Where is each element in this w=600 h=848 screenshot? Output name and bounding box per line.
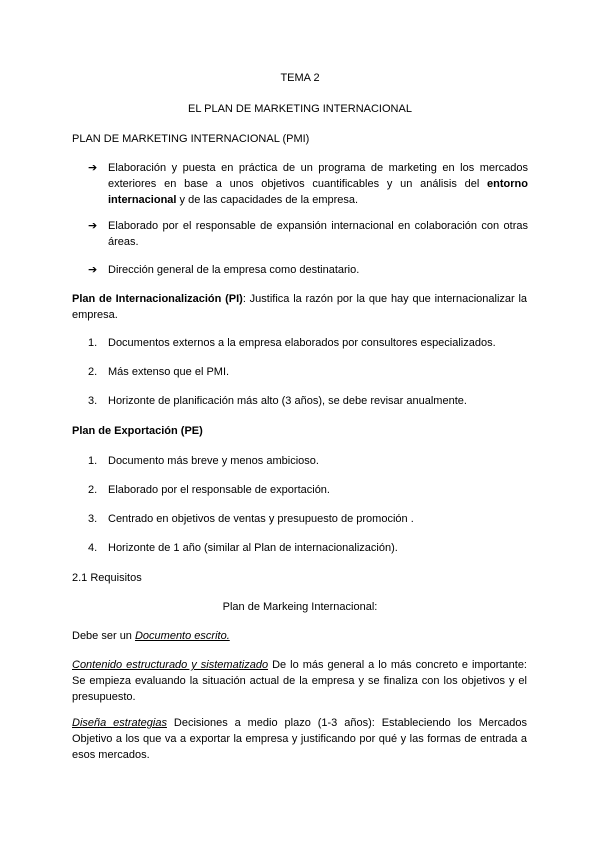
arrow-bullet-icon: ➔	[88, 264, 98, 276]
estrategias-paragraph: Diseña estrategias Decisiones a medio plazo (1-3 años): Estableciendo los Mercados Objetivo a los que va a exportar la empresa y justificando por qué y las formas de entrada a esos mercados.	[72, 717, 527, 761]
pi-item-3: 3. Horizonte de planificación más alto (3 años), se debe revisar anualmente.	[88, 395, 467, 407]
document-title: EL PLAN DE MARKETING INTERNACIONAL	[188, 103, 412, 115]
pe-item-4: 4. Horizonte de 1 año (similar al Plan de internacionalización).	[88, 542, 398, 554]
contenido-paragraph: Contenido estructurado y sistematizado De lo más general a lo más concreto e importante: Se empieza evaluando la situación actual de la empresa y se finaliza con los objetivos y el presupuesto.	[72, 659, 527, 703]
bullet-text: Elaborado por el responsable de expansión internacional en colaboración con otras áreas.	[108, 220, 528, 248]
tema-label: TEMA 2	[280, 72, 320, 84]
pi-item-2: 2. Más extenso que el PMI.	[88, 366, 230, 378]
pi-paragraph: Plan de Internacionalización (PI): Justifica la razón por la que hay que internacionalizar la empresa.	[72, 293, 528, 321]
pe-heading: Plan de Exportación (PE)	[72, 425, 203, 437]
pmi-bullet-2	[88, 218, 528, 250]
documento-line: Debe ser un Documento escrito.	[72, 630, 230, 642]
bullet-text: Dirección general de la empresa como destinatario.	[108, 264, 360, 276]
requisitos-subtitle: Plan de Markeing Internacional:	[222, 601, 378, 613]
pe-item-3: 3. Centrado en objetivos de ventas y presupuesto de promoción .	[88, 513, 414, 525]
pmi-bullet-1	[88, 160, 528, 208]
pi-item-1: 1. Documentos externos a la empresa elaborados por consultores especializados.	[88, 337, 496, 349]
bullet-text: Elaboración y puesta en práctica de un programa de marketing en los mercados exteriores en base a unos objetivos cuantificables y un análisis del entorno internacional y de las capacidades de la empresa.	[108, 162, 528, 206]
pe-item-2: 2. Elaborado por el responsable de exportación.	[88, 484, 330, 496]
pmi-heading: PLAN DE MARKETING INTERNACIONAL (PMI)	[72, 133, 310, 145]
requisitos-heading: 2.1 Requisitos	[72, 572, 142, 584]
arrow-bullet-icon: ➔	[88, 162, 98, 174]
arrow-bullet-icon: ➔	[88, 220, 98, 232]
pi-heading: Plan de Internacionalización (PI)	[72, 293, 243, 305]
pmi-bullet-3	[88, 262, 528, 278]
pe-item-1: 1. Documento más breve y menos ambicioso.	[88, 455, 319, 467]
